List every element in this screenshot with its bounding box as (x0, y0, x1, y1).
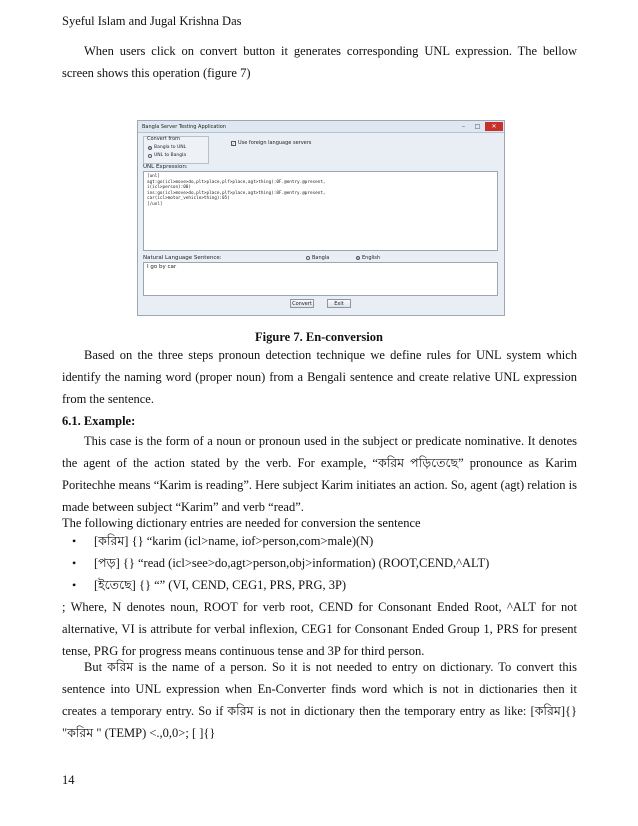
unl-expression-label: UNL Expression: (143, 164, 188, 170)
example-paragraph: This case is the form of a noun or pronoun used in the subject or predicate nominative. It denotes the agent of the action stated by the verb. For example, “করিম পড়িতেছে” pronounce as Karim Poritechhe means “Karim is reading”. Here subject Karim initiates an action. So, agent (agt) relation is made between subject “Karim” and verb “read”. (62, 434, 577, 514)
radio-unl-to-bangla[interactable] (148, 153, 186, 158)
close-icon[interactable]: ✕ (485, 122, 503, 131)
use-foreign-servers-checkbox[interactable] (231, 140, 311, 146)
convert-from-group (143, 136, 209, 164)
radio-bangla-to-unl[interactable] (148, 145, 186, 150)
radio-bangla-to-unl-label: Bangla to UNL (154, 145, 187, 150)
exit-button[interactable]: Exit (327, 299, 351, 308)
figure-caption: Figure 7. En-conversion (255, 330, 383, 344)
maximize-icon[interactable]: □ (474, 123, 481, 130)
running-header: Syeful Islam and Jugal Krishna Das (62, 14, 242, 28)
minimize-icon[interactable]: – (462, 123, 465, 130)
page-number: 14 (62, 773, 75, 787)
unl-expression-textarea[interactable]: [unl] agt:go(icl>move>do,plt>place,plf>place,agt>thing):0F.@entry.@present, i(icl>person):00) ins:go(icl>move>do,plt>place,plf>place,agt>thing):0F.@entry.@present, car(icl>motor_vehicle>thing):05) [/unl] (143, 171, 498, 251)
rules-paragraph: Based on the three steps pronoun detection technique we define rules for UNL system which identify the naming word (proper noun) from a Bengali sentence and create relative UNL expression from the sentence. (62, 348, 577, 406)
section-heading: 6.1. Example: (62, 414, 136, 428)
checkbox-checked-icon: ✓ (231, 140, 236, 146)
radio-selected-icon (148, 146, 152, 150)
window-titlebar (138, 121, 504, 133)
dictionary-intro: The following dictionary entries are needed for conversion the sentence (62, 516, 421, 530)
natural-language-label: Natural Language Sentence: (143, 255, 222, 261)
radio-unl-to-bangla-label: UNL to Bangla (154, 153, 187, 158)
figure-screenshot (137, 120, 505, 316)
radio-unselected-icon (306, 256, 310, 260)
radio-english[interactable] (356, 255, 380, 261)
intro-paragraph: When users click on convert button it generates corresponding UNL expression. The bellow screen shows this operation (figure 7) (62, 44, 577, 80)
dictionary-entry: • [পড়] {} “read (icl>see>do,agt>person,obj>information) (ROOT,CEND,^ALT) (72, 552, 577, 574)
dictionary-entry: • [ইতেছে] {} “” (VI, CEND, CEG1, PRS, PRG, 3P) (72, 574, 577, 596)
radio-english-label: English (362, 255, 381, 261)
use-foreign-servers-label: Use foreign language servers (238, 140, 312, 146)
radio-unselected-icon (148, 154, 152, 158)
radio-bangla-label: Bangla (312, 255, 330, 261)
radio-selected-icon (356, 256, 360, 260)
but-paragraph: But করিম is the name of a person. So it is not needed to entry on dictionary. To convert this sentence into UNL expression when En-Converter finds word which is not in dictionaries then it creates a temporary entry. So if করিম is not in dictionary then the temporary entry as like: [করিম]{} "করিম " (TEMP) <.,0,0>; [ ]{} (62, 660, 577, 740)
radio-bangla[interactable] (306, 255, 329, 261)
convert-button[interactable]: Convert (290, 299, 314, 308)
where-paragraph: ; Where, N denotes noun, ROOT for verb root, CEND for Consonant Ended Root, ^ALT for not alternative, VI is attribute for verbal inflexion, CEG1 for Consonant Ended Group 1, PRS for present tense, PRG for progress means continuous tense and 3P for third person. (62, 600, 577, 658)
sentence-textarea[interactable]: I go by car (143, 262, 498, 296)
window-title: Bangla Server Testing Application (142, 123, 226, 130)
dictionary-entries (72, 530, 577, 596)
convert-from-label: Convert from (147, 136, 180, 142)
dictionary-entry: • [করিম] {} “karim (icl>name, iof>person,com>male)(N) (72, 530, 577, 552)
